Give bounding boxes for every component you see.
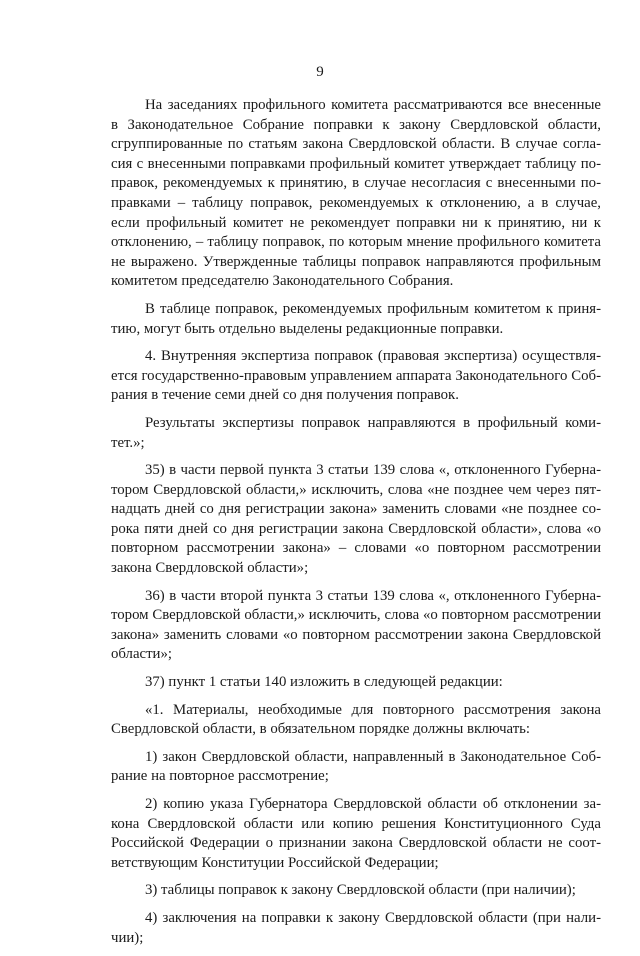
list-item-2: 2) копию указа Губернатора Свердловской области об отклонении закона Свердловской области или копию решения Конституционного Суда Российской Федерации о признании закона Свердловской области не соответствующим Конституции Российской Федерации; bbox=[111, 796, 601, 871]
paragraph-expertise-results: Результаты экспертизы поправок направляются в профильный комитет.»; bbox=[111, 414, 601, 451]
page-number: 9 bbox=[316, 64, 324, 80]
list-item-1: 1) закон Свердловской области, направленный в Законодательное Собрание на повторное рассмотрение; bbox=[111, 748, 601, 785]
list-item-4: 4) заключения на поправки к закону Свердловской области (при наличии); bbox=[111, 909, 601, 946]
paragraph-editorial-amendments: В таблице поправок, рекомендуемых профильным комитетом к принятию, могут быть отдельно выделены редакционные поправки. bbox=[111, 300, 601, 337]
paragraph-materials-intro: «1. Материалы, необходимые для повторного рассмотрения закона Свердловской области, в обязательном порядке должны включать: bbox=[111, 701, 601, 738]
paragraph-item-35: 35) в части первой пункта 3 статьи 139 слова «, отклоненного Губернатором Свердловской области,» исключить, слова «не позднее чем через пятнадцать дней со дня регистрации закона» заменить словами «не позднее сорока пяти дней со дня регистрации закона Свердловской области», слова «о повторном рассмотрении закона» – словами «о повторном рассмотрении закона Свердловской области»; bbox=[111, 462, 601, 577]
paragraph-committee-review: На заседаниях профильного комитета рассматриваются все внесенные в Законодательное Собрание поправки к закону Свердловской области, сгруппированные по статьям закона Свердловской области. В случае согласия с внесенными поправками профильный комитет утверждает таблицу поправок, рекомендуемых к принятию, в случае несогласия с внесенными поправками – таблицу поправок, рекомендуемых к отклонению, а в случае, если профильный комитет не рекомендует поправки ни к принятию, ни к отклонению, – таблицу поправок, по которым мнение профильного комитета не выражено. Утвержденные таблицы поправок направляются профильным комитетом председателю Законодательного Собрания. bbox=[111, 97, 601, 290]
paragraph-internal-expertise: 4. Внутренняя экспертиза поправок (правовая экспертиза) осуществляется государственно-правовым управлением аппарата Законодательного Собрания в течение семи дней со дня получения поправок. bbox=[111, 348, 601, 404]
paragraph-item-36: 36) в части второй пункта 3 статьи 139 слова «, отклоненного Губернатором Свердловской области,» исключить, слова «о повторном рассмотрении закона» заменить словами «о повторном рассмотрении закона Свердловской области»; bbox=[111, 587, 601, 663]
paragraph-item-37: 37) пункт 1 статьи 140 изложить в следующей редакции: bbox=[145, 674, 503, 691]
document-body bbox=[111, 96, 601, 956]
list-item-3: 3) таблицы поправок к закону Свердловской области (при наличии); bbox=[145, 882, 576, 899]
